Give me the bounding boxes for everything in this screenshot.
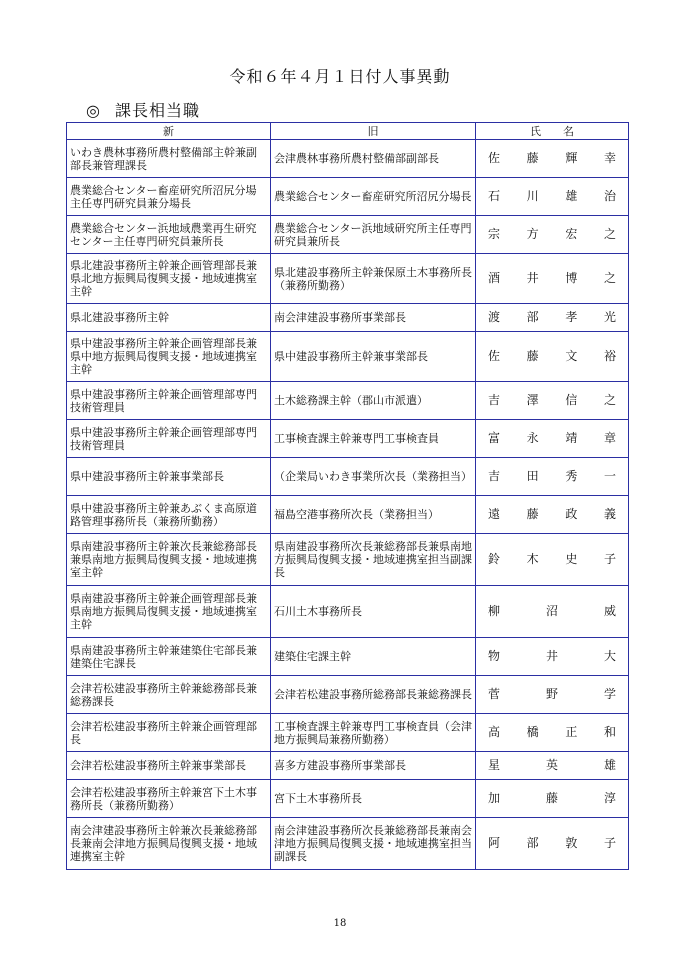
old-position: 農業総合センター畜産研究所沼尻分場長 — [271, 178, 476, 216]
table-row — [67, 586, 629, 638]
old-position: 会津若松建設事務所総務部長兼総務課長 — [271, 676, 476, 714]
header-new: 新 — [67, 123, 271, 140]
table-row — [67, 780, 629, 818]
old-position: 工事検査課主幹兼専門工事検査員（会津地方振興局兼務所勤務） — [271, 714, 476, 752]
name-char: 敦 — [565, 836, 578, 850]
old-position: 建築住宅課主幹 — [271, 638, 476, 676]
name-char: 永 — [526, 431, 539, 445]
name-char: 秀 — [565, 469, 578, 483]
name-char: 沼 — [545, 604, 558, 618]
old-position: 宮下土木事務所長 — [271, 780, 476, 818]
table-row — [67, 216, 629, 254]
new-position: 会津若松建設事務所主幹兼事業部長 — [67, 752, 271, 780]
new-position: いわき農林事務所農村整備部主幹兼副部長兼管理課長 — [67, 140, 271, 178]
name-char: 菅 — [488, 687, 501, 701]
double-circle-icon: ◎ — [86, 101, 101, 120]
name-char: 富 — [488, 431, 501, 445]
table-row — [67, 638, 629, 676]
old-position: 会津農林事務所農村整備部副部長 — [271, 140, 476, 178]
name-char: 淳 — [603, 791, 616, 805]
person-name — [476, 780, 629, 818]
person-name — [476, 638, 629, 676]
name-char: 澤 — [526, 393, 539, 407]
header-old: 旧 — [271, 123, 476, 140]
table-row — [67, 304, 629, 332]
table-row — [67, 818, 629, 870]
section-heading — [86, 98, 200, 121]
new-position: 県北建設事務所主幹 — [67, 304, 271, 332]
name-char: 野 — [545, 687, 558, 701]
name-char: 章 — [603, 431, 616, 445]
name-char: 部 — [526, 310, 539, 324]
new-position: 会津若松建設事務所主幹兼宮下土木事務所長（兼務所勤務） — [67, 780, 271, 818]
old-position: 福島空港事務所次長（業務担当） — [271, 496, 476, 534]
name-char: 子 — [603, 836, 616, 850]
new-position: 県南建設事務所主幹兼企画管理部長兼県南地方振興局復興支援・地域連携室主幹 — [67, 586, 271, 638]
person-name — [476, 534, 629, 586]
person-name — [476, 332, 629, 382]
table-row — [67, 140, 629, 178]
name-char: 信 — [565, 393, 578, 407]
old-position: 土木総務課主幹（郡山市派遣） — [271, 382, 476, 420]
name-char: 宗 — [488, 227, 501, 241]
person-name — [476, 178, 629, 216]
old-position: （企業局いわき事業所次長（業務担当） — [271, 458, 476, 496]
name-char: 史 — [565, 552, 578, 566]
old-position: 県中建設事務所主幹兼事業部長 — [271, 332, 476, 382]
name-char: 井 — [526, 271, 539, 285]
name-char: 政 — [565, 507, 578, 521]
new-position: 県中建設事務所主幹兼企画管理部専門技術管理員 — [67, 382, 271, 420]
name-char: 宏 — [565, 227, 578, 241]
table-row — [67, 382, 629, 420]
name-char: 治 — [603, 189, 616, 203]
name-char: 幸 — [603, 151, 616, 165]
page-title: 令和６年４月１日付人事異動 — [229, 67, 451, 86]
header-name-char: 名 — [563, 124, 574, 138]
name-char: 佐 — [488, 349, 501, 363]
name-char: 石 — [488, 189, 501, 203]
name-char: 之 — [603, 271, 616, 285]
table-row — [67, 420, 629, 458]
name-char: 物 — [488, 649, 501, 663]
name-char: 橋 — [526, 725, 539, 739]
person-name — [476, 752, 629, 780]
table-header-row — [67, 123, 629, 140]
name-char: 子 — [603, 552, 616, 566]
table-row — [67, 676, 629, 714]
name-char: 方 — [526, 227, 539, 241]
new-position: 県中建設事務所主幹兼あぶくま高原道路管理事務所長（兼務所勤務） — [67, 496, 271, 534]
table-row — [67, 496, 629, 534]
name-char: 加 — [488, 791, 501, 805]
name-char: 孝 — [565, 310, 578, 324]
new-position: 農業総合センター畜産研究所沼尻分場主任専門研究員兼分場長 — [67, 178, 271, 216]
name-char: 輝 — [565, 151, 578, 165]
person-name — [476, 676, 629, 714]
old-position: 工事検査課主幹兼専門工事検査員 — [271, 420, 476, 458]
name-char: 吉 — [488, 393, 501, 407]
header-name — [476, 123, 629, 140]
table-row — [67, 458, 629, 496]
old-position: 南会津建設事務所次長兼総務部長兼南会津地方振興局復興支援・地域連携室担当副課長 — [271, 818, 476, 870]
name-char: 学 — [603, 687, 616, 701]
name-char: 井 — [545, 649, 558, 663]
name-char: 藤 — [545, 791, 558, 805]
new-position: 南会津建設事務所主幹兼次長兼総務部長兼南会津地方振興局復興支援・地域連携室主幹 — [67, 818, 271, 870]
old-position: 農業総合センター浜地域研究所主任専門研究員兼所長 — [271, 216, 476, 254]
name-char: 田 — [526, 469, 539, 483]
table-row — [67, 254, 629, 304]
name-char: 義 — [603, 507, 616, 521]
old-position: 県北建設事務所主幹兼保原土木事務所長（兼務所勤務） — [271, 254, 476, 304]
name-char: 正 — [565, 725, 578, 739]
name-char: 吉 — [488, 469, 501, 483]
person-name — [476, 496, 629, 534]
name-char: 博 — [565, 271, 578, 285]
name-char: 木 — [526, 552, 539, 566]
old-position: 南会津建設事務所事業部長 — [271, 304, 476, 332]
table-row — [67, 714, 629, 752]
name-char: 佐 — [488, 151, 501, 165]
name-char: 之 — [603, 393, 616, 407]
person-name — [476, 140, 629, 178]
table-row — [67, 752, 629, 780]
table-row — [67, 178, 629, 216]
name-char: 遠 — [488, 507, 501, 521]
name-char: 靖 — [565, 431, 578, 445]
old-position: 県南建設事務所次長兼総務部長兼県南地方振興局復興支援・地域連携室担当副課長 — [271, 534, 476, 586]
person-name — [476, 458, 629, 496]
new-position: 県中建設事務所主幹兼企画管理部長兼県中地方振興局復興支援・地域連携室主幹 — [67, 332, 271, 382]
new-position: 農業総合センター浜地域農業再生研究センター主任専門研究員兼所長 — [67, 216, 271, 254]
person-name — [476, 818, 629, 870]
personnel-table — [66, 122, 629, 870]
new-position: 県中建設事務所主幹兼企画管理部専門技術管理員 — [67, 420, 271, 458]
name-char: 一 — [603, 469, 616, 483]
table-row — [67, 534, 629, 586]
name-char: 藤 — [526, 349, 539, 363]
name-char: 之 — [603, 227, 616, 241]
old-position: 喜多方建設事務所事業部長 — [271, 752, 476, 780]
name-char: 光 — [603, 310, 616, 324]
name-char: 大 — [603, 649, 616, 663]
name-char: 酒 — [488, 271, 501, 285]
new-position: 県南建設事務所主幹兼建築住宅部長兼建築住宅課長 — [67, 638, 271, 676]
person-name — [476, 714, 629, 752]
new-position: 会津若松建設事務所主幹兼企画管理部長 — [67, 714, 271, 752]
table-row — [67, 332, 629, 382]
person-name — [476, 382, 629, 420]
name-char: 雄 — [565, 189, 578, 203]
name-char: 柳 — [488, 604, 501, 618]
name-char: 藤 — [526, 507, 539, 521]
name-char: 和 — [603, 725, 616, 739]
name-char: 阿 — [488, 836, 501, 850]
name-char: 英 — [545, 758, 558, 772]
page-number: 18 — [333, 918, 347, 929]
name-char: 渡 — [488, 310, 501, 324]
name-char: 川 — [526, 189, 539, 203]
name-char: 藤 — [526, 151, 539, 165]
old-position: 石川土木事務所長 — [271, 586, 476, 638]
name-char: 威 — [603, 604, 616, 618]
name-char: 高 — [488, 725, 501, 739]
person-name — [476, 254, 629, 304]
section-label: 課長相当職 — [114, 101, 200, 120]
name-char: 雄 — [603, 758, 616, 772]
name-char: 部 — [526, 836, 539, 850]
name-char: 文 — [565, 349, 578, 363]
person-name — [476, 586, 629, 638]
new-position: 県中建設事務所主幹兼事業部長 — [67, 458, 271, 496]
header-name-char: 氏 — [530, 124, 541, 138]
person-name — [476, 304, 629, 332]
new-position: 県南建設事務所主幹兼次長兼総務部長兼県南地方振興局復興支援・地域連携室主幹 — [67, 534, 271, 586]
new-position: 県北建設事務所主幹兼企画管理部長兼県北地方振興局復興支援・地域連携室主幹 — [67, 254, 271, 304]
new-position: 会津若松建設事務所主幹兼総務部長兼総務課長 — [67, 676, 271, 714]
person-name — [476, 420, 629, 458]
name-char: 裕 — [603, 349, 616, 363]
person-name — [476, 216, 629, 254]
name-char: 星 — [488, 758, 501, 772]
name-char: 鈴 — [488, 552, 501, 566]
